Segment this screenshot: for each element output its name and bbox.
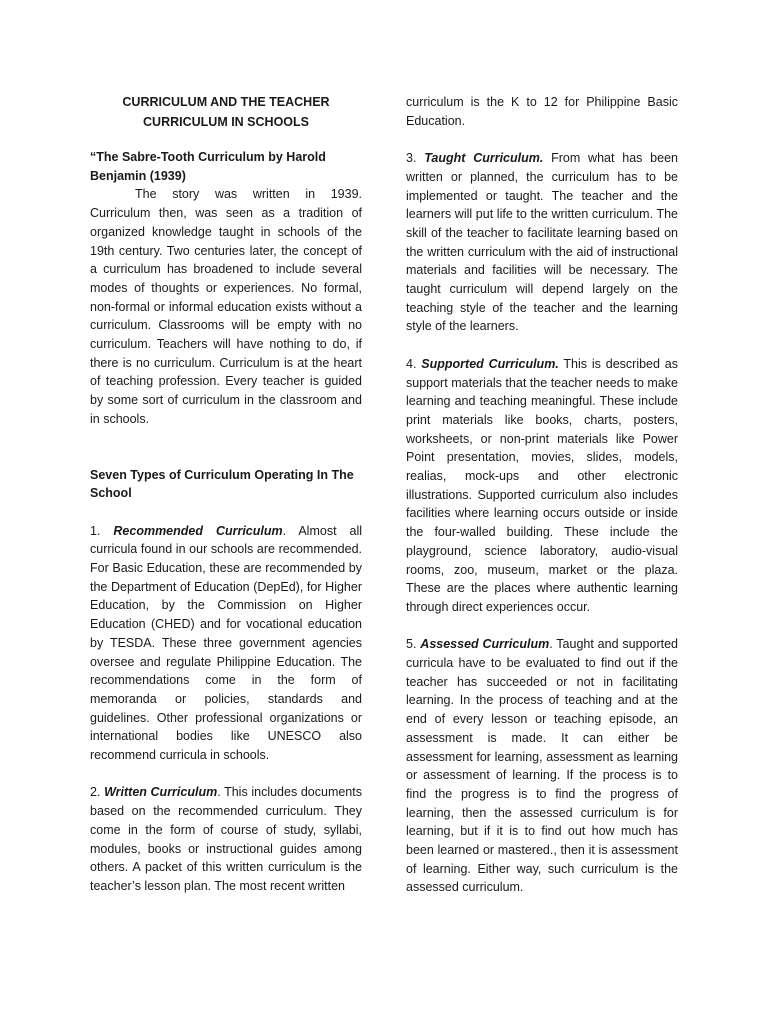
item-term: Written Curriculum (104, 785, 218, 800)
item-recommended (90, 522, 362, 765)
section-title: Seven Types of Curriculum Operating In The School (90, 467, 354, 501)
item-written-continuation: curriculum is the K to 12 for Philippine Basic Education. (406, 95, 678, 128)
item-assessed (406, 635, 678, 897)
item-text: From what has been written or planned, the curriculum has to be implemented or taught. The teacher and the learners will put life to the written curriculum. The skill of the teacher to facilitate learning based on the written curriculum with the aid of instructional materials and facilities will be necessary. The taught curriculum will depend largely on the teaching style of the teacher and the learning style of the learners. (406, 151, 678, 334)
page-title-line1: CURRICULUM AND THE TEACHER (122, 95, 330, 109)
item-number: 4. (406, 356, 417, 371)
item-text: . Almost all curricula found in our schools are recommended. For Basic Education, these are recommended by the Department of Education (DepEd), for Higher Education, by the Commission on Higher Education (CHED) and for vocational education by TESDA. These three government agencies oversee and regulate Philippine Education. The recommendations come in the form of memoranda or policies, standards and guidelines. Other professional organizations or international bodies like UNESCO also recommend curricula in schools. (90, 523, 362, 763)
right-column (406, 93, 678, 897)
item-written (90, 783, 362, 895)
item-taught (406, 149, 678, 336)
item-text: . This includes documents based on the recommended curriculum. They come in the form of course of study, syllabi, modules, books or instructional guides among others. A packet of this written curriculum is the teacher’s lesson plan. The most recent written (90, 785, 362, 893)
item-number: 2. (90, 785, 101, 800)
item-number: 5. (406, 637, 417, 652)
item-number: 1. (90, 523, 101, 538)
item-term: Recommended Curriculum (113, 523, 283, 538)
item-text: This is described as support materials that the teacher needs to make learning and teaching meaningful. These include print materials like books, charts, posters, worksheets, or non-print materials like Power Point presentation, movies, slides, models, realias, mock-ups and other electronic illustrations. Supported curriculum also includes facilities where learning occurs outside or inside the four-walled building. These include the playground, science laboratory, audio-visual rooms, zoo, museum, market or the plaza. These are the places where authentic learning through direct experiences occur. (406, 356, 678, 614)
left-column (90, 92, 362, 896)
story-title: “The Sabre-Tooth Curriculum by Harold Benjamin (1939) (90, 150, 326, 183)
item-term: Supported Curriculum. (421, 356, 559, 371)
item-term: Assessed Curriculum (420, 637, 550, 652)
item-supported (406, 355, 678, 617)
page-title-line2: CURRICULUM IN SCHOOLS (143, 115, 309, 129)
item-term: Taught Curriculum. (424, 151, 544, 166)
item-number: 3. (406, 151, 417, 166)
story-paragraph: The story was written in 1939. Curriculum then, was seen as a tradition of organized knowledge taught in schools of the 19th century. Two centuries later, the concept of a curriculum has broadened to include several modes of thoughts or experiences. No formal, non-formal or informal education exists without a curriculum. Classrooms will be empty with no curriculum. Teachers will have nothing to do, if there is no curriculum. Curriculum is at the heart of teaching profession. Every teacher is guided by some sort of curriculum in the classroom and in schools. (90, 187, 362, 426)
item-text: . Taught and supported curricula have to be evaluated to find out if the teacher has succeeded or not in facilitating learning. In the process of teaching and at the end of every lesson or teaching episode, an assessment is made. It can either be assessment for learning, assessment as learning or assessment of learning. If the process is to find the progress is to find the progress of learning, then the assessed curriculum is for learning, but if it is to find out how much has been learned or mastered., then it is assessment of learning. Either way, such curriculum is the assessed curriculum. (406, 637, 678, 895)
